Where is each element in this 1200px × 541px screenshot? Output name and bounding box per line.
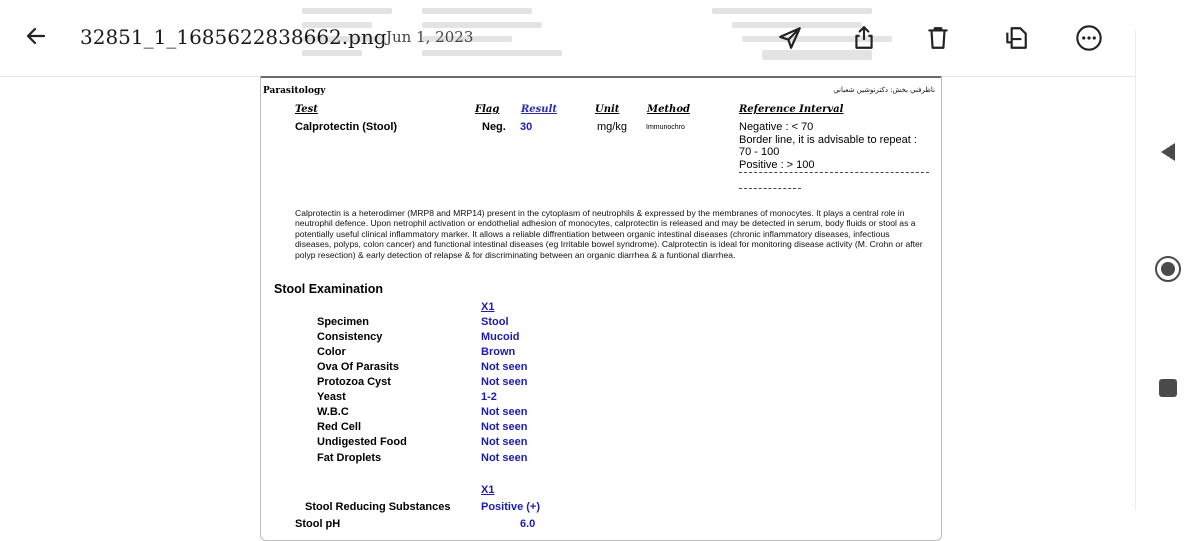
section-title: Parasitology: [263, 86, 326, 96]
ref-line-1: Negative : < 70: [739, 121, 814, 133]
square-recents-icon: [1157, 377, 1179, 399]
calprotectin-description: Calprotectin is a heterodimer (MRP8 and MRP14) present in the cytoplasm of neutrophils & expressed by the membranes of monocytes. It plays a central role in neutrophil defence. Upon netrophil activation or endothelial adhesion of monocytes, calprotectin is released and may be detected in serum, body fluids or stool as a potentially useful clinical inflammatory marker. It allows a reliable diffrentiation between organic intestinal diseases (chronic inflammatory diseases, infectious diseases, polyps, colon cancer) and functional intestinal diseases (eg Irritable bowel syndrome). Calprotectin is ideal for monitoring disease activity (M. Crohn or after polyp resection) & early detection of relapse & for discriminating between an organic diarrhea & a funtional diarrhea.: [295, 208, 923, 260]
file-name: 32851_1_1685622838662.png: [80, 25, 387, 49]
stool-exam-column: X1: [481, 301, 495, 313]
dashed-separator: [739, 172, 929, 173]
calprotectin-method: Immunochro: [646, 124, 685, 131]
top-bar: [0, 0, 1135, 76]
stool-row-value: Not seen: [481, 436, 528, 448]
nav-recents-button[interactable]: [1154, 374, 1182, 402]
stool-row-value: Stool: [481, 316, 509, 328]
stool-exam-title: Stool Examination: [274, 282, 384, 296]
col-unit: Unit: [595, 104, 620, 115]
calprotectin-flag: Neg.: [482, 121, 506, 133]
stool-row-label: Yeast: [317, 391, 346, 403]
rtl-header-text: ناظرفني بخش: دكترنوشين شعباني: [833, 86, 935, 94]
ref-line-2: Border line, it is advisable to repeat :: [739, 133, 917, 146]
reducing-value: Positive (+): [481, 501, 540, 513]
stool-row-value: Brown: [481, 346, 516, 358]
ref-line-3: 70 - 100: [739, 146, 780, 158]
col-reference: Reference Interval: [739, 104, 844, 115]
circle-home-icon: [1154, 255, 1182, 283]
more-horizontal-icon: [1075, 24, 1103, 52]
document-top-border: [261, 76, 941, 78]
stool-row-label: Consistency: [317, 331, 383, 343]
col-test: Test: [295, 104, 318, 115]
stool-row-label: Specimen: [317, 316, 369, 328]
stool-row-value: Not seen: [481, 376, 528, 388]
stool-row-value: Not seen: [481, 361, 528, 373]
share-upload-icon: [851, 25, 877, 51]
copy-icon: [1003, 25, 1029, 51]
send-button[interactable]: [774, 22, 806, 54]
reducing-column: X1: [481, 484, 495, 496]
stool-row-value: Not seen: [481, 406, 528, 418]
stool-row-value: 1-2: [481, 391, 497, 403]
side-divider: [1135, 30, 1136, 510]
triangle-back-icon: [1157, 141, 1179, 163]
stool-row-value: Not seen: [481, 452, 528, 464]
nav-back-button[interactable]: [1154, 138, 1182, 166]
stool-row-label: W.B.C: [317, 406, 349, 418]
trash-icon: [925, 25, 951, 51]
delete-button[interactable]: [922, 22, 954, 54]
copy-button[interactable]: [1000, 22, 1032, 54]
reference-interval: [739, 121, 935, 171]
col-flag: Flag: [475, 104, 500, 115]
back-button[interactable]: [20, 20, 52, 52]
stool-row-label: Ova Of Parasits: [317, 361, 399, 373]
report-document[interactable]: [260, 76, 942, 541]
ph-value: 6.0: [520, 518, 536, 530]
nav-home-button[interactable]: [1154, 255, 1182, 283]
ph-label: Stool pH: [295, 518, 341, 530]
calprotectin-test: Calprotectin (Stool): [295, 121, 398, 133]
stool-row-value: Mucoid: [481, 331, 520, 343]
dashed-separator-short: [739, 188, 801, 189]
col-result: Result: [521, 104, 557, 115]
more-button[interactable]: [1073, 22, 1105, 54]
back-arrow-icon: [24, 24, 48, 48]
stool-row-value: Not seen: [481, 421, 528, 433]
ref-line-4: Positive : > 100: [739, 158, 815, 171]
col-method: Method: [647, 104, 690, 115]
calprotectin-unit: mg/kg: [597, 121, 627, 133]
stool-row-label: Fat Droplets: [317, 452, 382, 464]
stool-row-label: Undigested Food: [317, 436, 407, 448]
calprotectin-result: 30: [520, 121, 533, 133]
send-icon: [777, 25, 803, 51]
stool-row-label: Color: [317, 346, 346, 358]
share-button[interactable]: [848, 22, 880, 54]
stool-row-label: Red Cell: [317, 421, 362, 433]
file-date: Jun 1, 2023: [386, 28, 474, 46]
reducing-label: Stool Reducing Substances: [305, 501, 451, 513]
stool-row-label: Protozoa Cyst: [317, 376, 391, 388]
